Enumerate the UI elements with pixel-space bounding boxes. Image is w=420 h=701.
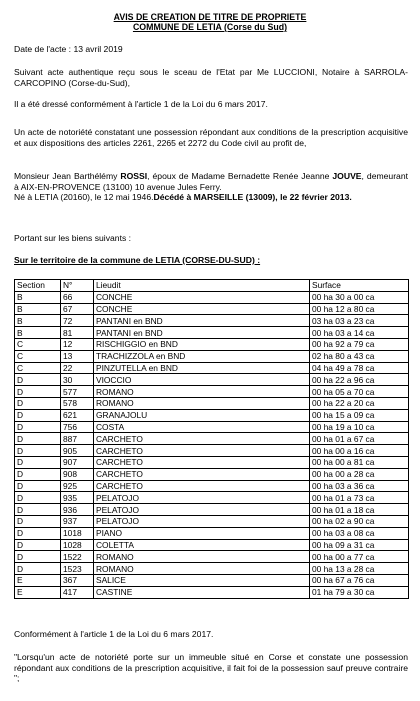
cell-surface: 04 ha 49 a 78 ca [310, 362, 409, 374]
deed-date: Date de l'acte : 13 avril 2019 [14, 44, 123, 54]
table-row [15, 527, 409, 539]
cell-surface: 00 ha 01 a 73 ca [310, 492, 409, 504]
cell-lieudit: GRANAJOLU [94, 409, 310, 421]
spouse-surname: JOUVE [332, 171, 362, 181]
table-row [15, 574, 409, 586]
cell-number: 367 [61, 574, 94, 586]
cell-number: 887 [61, 433, 94, 445]
cell-lieudit: PIANO [94, 527, 310, 539]
cell-section: D [15, 468, 61, 480]
cell-number: 925 [61, 480, 94, 492]
cell-lieudit: COLETTA [94, 539, 310, 551]
cell-section: B [15, 303, 61, 315]
cell-surface: 00 ha 00 a 28 ca [310, 468, 409, 480]
cell-lieudit: CARCHETO [94, 480, 310, 492]
table-row [15, 350, 409, 362]
table-row [15, 397, 409, 409]
table-row [15, 421, 409, 433]
table-row [15, 303, 409, 315]
table-row [15, 362, 409, 374]
table-row [15, 386, 409, 398]
table-header-row [15, 280, 409, 292]
cell-lieudit: PANTANI en BND [94, 315, 310, 327]
cell-number: 1018 [61, 527, 94, 539]
cell-number: 905 [61, 445, 94, 457]
cell-surface: 00 ha 22 a 96 ca [310, 374, 409, 386]
legal-quote: "Lorsqu'un acte de notoriété porte sur un immeuble situé en Corse et constate une possession répondant aux conditions de la prescription acquisitive, il fait foi de la possession sauf preuve contraire "; [14, 652, 408, 683]
cell-surface: 00 ha 13 a 28 ca [310, 563, 409, 575]
table-row [15, 374, 409, 386]
cell-surface: 00 ha 30 a 00 ca [310, 291, 409, 303]
cell-section: C [15, 362, 61, 374]
cell-number: 1523 [61, 563, 94, 575]
beneficiary-paragraph [14, 171, 408, 203]
cell-section: D [15, 563, 61, 575]
table-row [15, 551, 409, 563]
cell-section: B [15, 327, 61, 339]
cell-surface: 00 ha 03 a 36 ca [310, 480, 409, 492]
cell-lieudit: VIOCCIO [94, 374, 310, 386]
parcels-body [15, 291, 409, 598]
cell-number: 417 [61, 586, 94, 598]
cell-section: D [15, 539, 61, 551]
cell-lieudit: ROMANO [94, 563, 310, 575]
cell-number: 756 [61, 421, 94, 433]
cell-section: D [15, 527, 61, 539]
cell-section: D [15, 515, 61, 527]
cell-number: 908 [61, 468, 94, 480]
cell-section: D [15, 492, 61, 504]
law-paragraph: Il a été dressé conformément à l'article 1 de la Loi du 6 mars 2017. [14, 99, 268, 109]
cell-section: C [15, 338, 61, 350]
cell-surface: 00 ha 05 a 70 ca [310, 386, 409, 398]
cell-section: E [15, 586, 61, 598]
properties-intro: Portant sur les biens suivants : [14, 233, 132, 243]
cell-surface: 01 ha 79 a 30 ca [310, 586, 409, 598]
table-row [15, 409, 409, 421]
notice-subtitle: COMMUNE DE LETIA (Corse du Sud) [132, 22, 288, 32]
cell-lieudit: ROMANO [94, 386, 310, 398]
cell-lieudit: PANTANI en BND [94, 327, 310, 339]
table-row [15, 492, 409, 504]
cell-number: 81 [61, 327, 94, 339]
cell-lieudit: CARCHETO [94, 468, 310, 480]
cell-section: D [15, 421, 61, 433]
conformity-paragraph: Conformément à l'article 1 de la Loi du 6 mars 2017. [14, 629, 214, 639]
cell-number: 907 [61, 456, 94, 468]
cell-section: D [15, 551, 61, 563]
header-section: Section [15, 280, 61, 292]
cell-number: 936 [61, 504, 94, 516]
cell-surface: 00 ha 00 a 81 ca [310, 456, 409, 468]
notary-paragraph: Suivant acte authentique reçu sous le sceau de l'Etat par Me LUCCIONI, Notaire à SARROLA-CARCOPINO (Corse-du-Sud), [14, 67, 408, 88]
cell-surface: 03 ha 03 a 23 ca [310, 315, 409, 327]
cell-section: E [15, 574, 61, 586]
cell-lieudit: ROMANO [94, 397, 310, 409]
cell-surface: 02 ha 80 a 43 ca [310, 350, 409, 362]
cell-surface: 00 ha 03 a 08 ca [310, 527, 409, 539]
table-row [15, 291, 409, 303]
birth-text: Né à LETIA (20160), le 12 mai 1946. [14, 192, 154, 202]
cell-number: 577 [61, 386, 94, 398]
cell-lieudit: PELATOJO [94, 504, 310, 516]
cell-lieudit: CARCHETO [94, 445, 310, 457]
cell-section: D [15, 409, 61, 421]
cell-surface: 00 ha 12 a 80 ca [310, 303, 409, 315]
cell-number: 937 [61, 515, 94, 527]
cell-number: 1522 [61, 551, 94, 563]
table-row [15, 327, 409, 339]
cell-surface: 00 ha 02 a 90 ca [310, 515, 409, 527]
cell-lieudit: COSTA [94, 421, 310, 433]
cell-number: 72 [61, 315, 94, 327]
cell-lieudit: CONCHE [94, 303, 310, 315]
cell-surface: 00 ha 00 a 77 ca [310, 551, 409, 563]
cell-surface: 00 ha 09 a 31 ca [310, 539, 409, 551]
cell-surface: 00 ha 92 a 79 ca [310, 338, 409, 350]
cell-section: D [15, 456, 61, 468]
table-row [15, 515, 409, 527]
cell-section: D [15, 386, 61, 398]
cell-section: D [15, 504, 61, 516]
cell-lieudit: SALICE [94, 574, 310, 586]
cell-number: 12 [61, 338, 94, 350]
cell-number: 66 [61, 291, 94, 303]
table-row [15, 586, 409, 598]
cell-surface: 00 ha 22 a 20 ca [310, 397, 409, 409]
address-text: , demeurant à AIX-EN-PROVENCE (13100) 10 avenue Jules Ferry. [14, 171, 409, 192]
header-surface: Surface [310, 280, 409, 292]
cell-section: D [15, 480, 61, 492]
header-lieudit: Lieudit [94, 280, 310, 292]
cell-lieudit: CARCHETO [94, 433, 310, 445]
table-row [15, 445, 409, 457]
cell-number: 30 [61, 374, 94, 386]
cell-number: 935 [61, 492, 94, 504]
notice-title: AVIS DE CREATION DE TITRE DE PROPRIETE [113, 12, 307, 22]
cell-surface: 00 ha 01 a 67 ca [310, 433, 409, 445]
table-row [15, 504, 409, 516]
header-number: N° [61, 280, 94, 292]
notoriety-paragraph: Un acte de notoriété constatant une possession répondant aux conditions de la prescription acquisitive et aux dispositions des articles 2261, 2265 et 2272 du Code civil au profit de, [14, 127, 408, 148]
cell-surface: 00 ha 00 a 16 ca [310, 445, 409, 457]
cell-lieudit: TRACHIZZOLA en BND [94, 350, 310, 362]
cell-number: 67 [61, 303, 94, 315]
beneficiary-text: Monsieur Jean Barthélémy [14, 171, 121, 181]
cell-number: 13 [61, 350, 94, 362]
cell-lieudit: PELATOJO [94, 515, 310, 527]
cell-number: 1028 [61, 539, 94, 551]
cell-surface: 00 ha 03 a 14 ca [310, 327, 409, 339]
cell-number: 578 [61, 397, 94, 409]
table-row [15, 468, 409, 480]
cell-number: 22 [61, 362, 94, 374]
death-text: Décédé à MARSEILLE (13009), le 22 février 2013. [153, 192, 352, 202]
table-row [15, 480, 409, 492]
cell-section: D [15, 445, 61, 457]
table-row [15, 539, 409, 551]
cell-section: D [15, 374, 61, 386]
cell-section: B [15, 291, 61, 303]
parcels-table [14, 279, 409, 599]
cell-lieudit: ROMANO [94, 551, 310, 563]
table-row [15, 563, 409, 575]
cell-section: D [15, 397, 61, 409]
cell-surface: 00 ha 01 a 18 ca [310, 504, 409, 516]
cell-lieudit: CARCHETO [94, 456, 310, 468]
cell-lieudit: PELATOJO [94, 492, 310, 504]
cell-lieudit: RISCHIGGIO en BND [94, 338, 310, 350]
table-row [15, 315, 409, 327]
territory-heading: Sur le territoire de la commune de LETIA (CORSE-DU-SUD) : [14, 255, 261, 265]
cell-lieudit: CASTINE [94, 586, 310, 598]
cell-surface: 00 ha 19 a 10 ca [310, 421, 409, 433]
table-row [15, 456, 409, 468]
table-row [15, 433, 409, 445]
cell-surface: 00 ha 67 a 76 ca [310, 574, 409, 586]
cell-section: C [15, 350, 61, 362]
cell-surface: 00 ha 15 a 09 ca [310, 409, 409, 421]
cell-lieudit: CONCHE [94, 291, 310, 303]
spouse-text: , époux de Madame Bernadette Renée Jeanne [147, 171, 333, 181]
cell-section: B [15, 315, 61, 327]
beneficiary-surname: ROSSI [120, 171, 148, 181]
table-row [15, 338, 409, 350]
cell-lieudit: PINZUTELLA en BND [94, 362, 310, 374]
cell-number: 621 [61, 409, 94, 421]
cell-section: D [15, 433, 61, 445]
